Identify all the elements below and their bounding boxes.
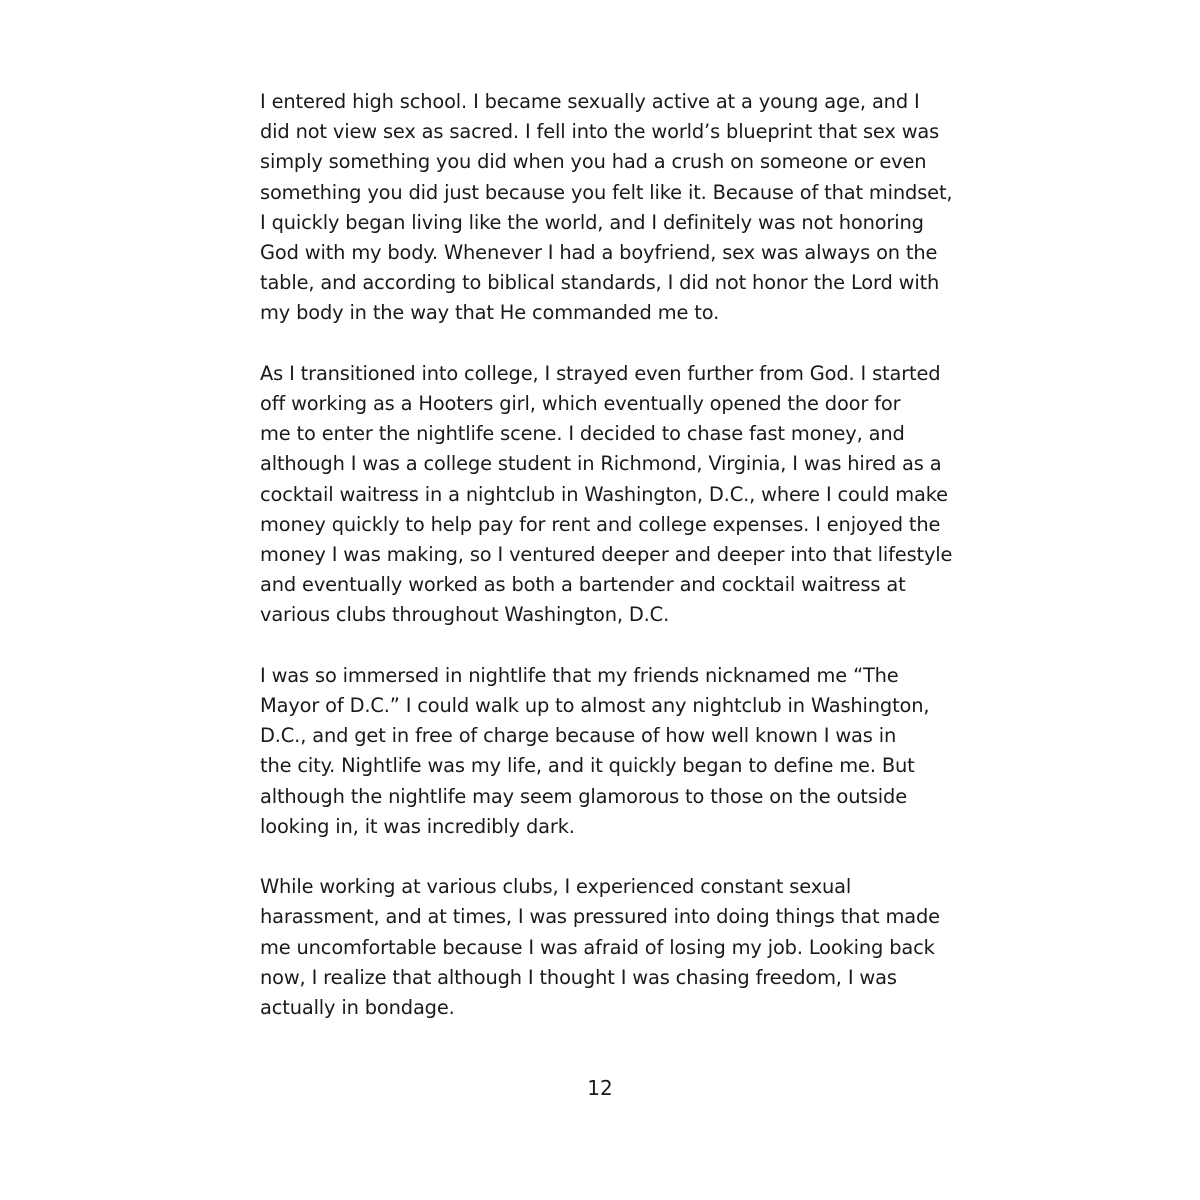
text-line: harassment, and at times, I was pressured into doing things that made <box>260 905 940 929</box>
text-line: something you did just because you felt like it. Because of that mindset, <box>260 180 953 204</box>
text-line: actually in bondage. <box>260 996 455 1020</box>
text-line: D.C., and get in free of charge because of how well known I was in <box>260 724 897 748</box>
text-line: now, I realize that although I thought I was chasing freedom, I was <box>260 965 897 989</box>
text-line: and eventually worked as both a bartender and cocktail waitress at <box>260 573 906 597</box>
text-line: did not view sex as sacred. I fell into the world’s blueprint that sex was <box>260 120 940 144</box>
paragraph <box>260 87 953 329</box>
text-line: God with my body. Whenever I had a boyfriend, sex was always on the <box>260 241 938 265</box>
text-line: me to enter the nightlife scene. I decided to chase fast money, and <box>260 422 905 446</box>
text-line: I entered high school. I became sexually active at a young age, and I <box>260 90 920 113</box>
paragraph <box>260 661 950 842</box>
text-line: various clubs throughout Washington, D.C. <box>260 603 670 627</box>
text-line: simply something you did when you had a crush on someone or even <box>260 150 927 174</box>
text-line: I was so immersed in nightlife that my friends nicknamed me “The <box>260 663 899 687</box>
text-line: money quickly to help pay for rent and college expenses. I enjoyed the <box>260 512 941 536</box>
text-line: my body in the way that He commanded me to. <box>260 301 720 325</box>
text-line: table, and according to biblical standards, I did not honor the Lord with <box>260 271 940 295</box>
paragraph <box>260 359 953 631</box>
text-line: I quickly began living like the world, and I definitely was not honoring <box>260 210 924 234</box>
text-line: off working as a Hooters girl, which eventually opened the door for <box>260 392 901 416</box>
text-line: me uncomfortable because I was afraid of losing my job. Looking back <box>260 935 935 959</box>
body-text <box>260 87 953 1053</box>
text-line: While working at various clubs, I experienced constant sexual <box>260 875 852 899</box>
text-line: although I was a college student in Richmond, Virginia, I was hired as a <box>260 452 942 476</box>
page-number: 12 <box>587 1076 613 1100</box>
paragraph <box>260 872 950 1023</box>
text-line: As I transitioned into college, I strayed even further from God. I started <box>260 361 941 385</box>
text-line: looking in, it was incredibly dark. <box>260 814 575 838</box>
text-line: money I was making, so I ventured deeper and deeper into that lifestyle <box>260 543 953 567</box>
text-line: cocktail waitress in a nightclub in Washington, D.C., where I could make <box>260 482 948 506</box>
text-line: Mayor of D.C.” I could walk up to almost any nightclub in Washington, <box>260 694 930 718</box>
text-line: the city. Nightlife was my life, and it quickly began to define me. But <box>260 754 915 778</box>
text-line: although the nightlife may seem glamorous to those on the outside <box>260 784 907 808</box>
